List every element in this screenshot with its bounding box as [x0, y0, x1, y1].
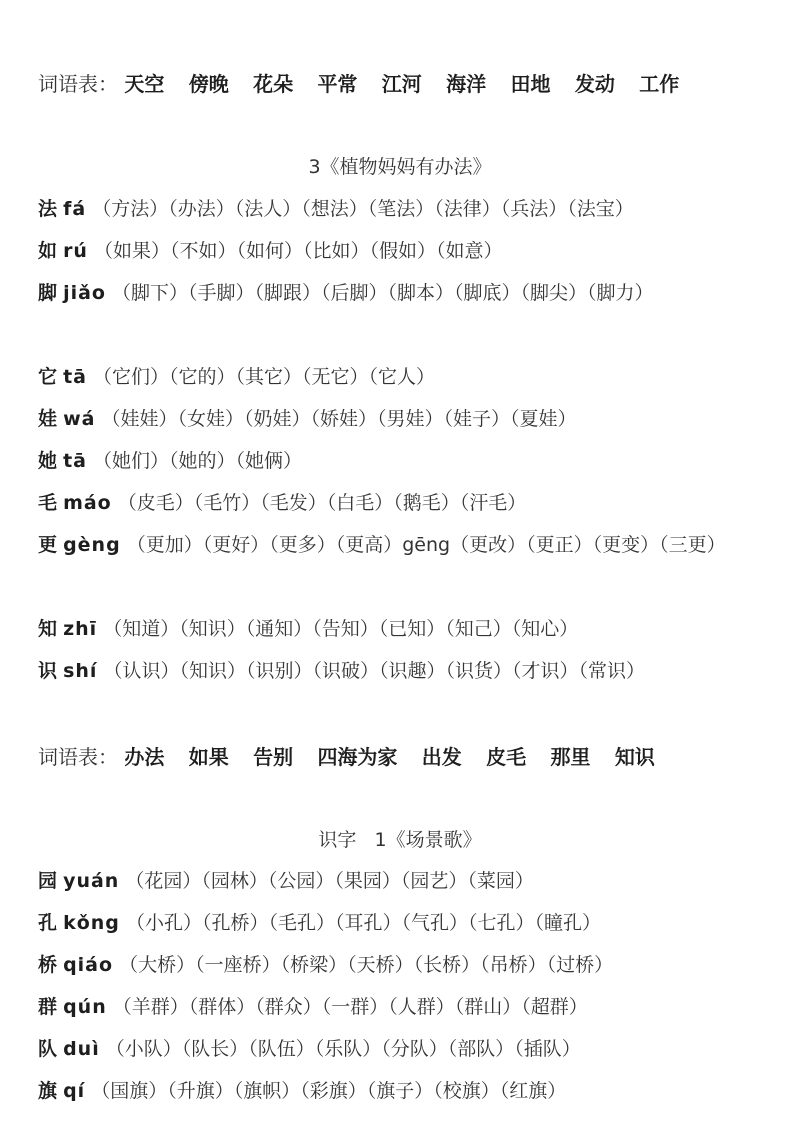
char-entry: [38, 944, 790, 986]
lesson-name: 《植物妈妈有办法》: [320, 156, 492, 178]
entry-pinyin: fá: [63, 198, 87, 220]
entry-pinyin: jiǎo: [63, 282, 106, 304]
vocab-word: 出发: [421, 745, 462, 769]
entry-char: 毛: [38, 492, 58, 514]
vocab-word: 傍晚: [188, 72, 229, 96]
char-entry: [38, 524, 790, 566]
entry-words: （它们）（它的）（其它）（无它）（它人）: [93, 366, 436, 388]
entry-pinyin: kǒng: [63, 912, 120, 934]
entry-pinyin: yuán: [63, 870, 120, 892]
entry-char: 知: [38, 618, 58, 640]
lesson-name: 《场景歌》: [386, 829, 482, 851]
entry-pinyin: gèng: [63, 534, 121, 556]
entry-pinyin: shí: [63, 660, 98, 682]
entry-char: 更: [38, 534, 58, 556]
entry-char: 旗: [38, 1080, 58, 1102]
lesson-number: 1: [374, 829, 387, 851]
entry-pinyin: wá: [63, 408, 96, 430]
char-entry: [38, 1028, 790, 1070]
char-entry: [38, 860, 790, 902]
vocab-word: 告别: [253, 745, 294, 769]
char-entry: [38, 650, 790, 692]
lesson-number: 3: [308, 156, 321, 178]
char-entry: [38, 356, 790, 398]
entry-words: （小孔）（孔桥）（毛孔）（耳孔）（气孔）（七孔）（瞳孔）: [125, 912, 601, 934]
vocab-word: 江河: [381, 72, 422, 96]
vocab-word: 田地: [510, 72, 551, 96]
vocab-word: 那里: [550, 745, 591, 769]
vocab-word: 工作: [639, 72, 680, 96]
char-entry: [38, 608, 790, 650]
entry-words: （皮毛）（毛竹）（毛发）（白毛）（鹅毛）（汗毛）: [117, 492, 527, 514]
entry-pinyin: duì: [63, 1038, 100, 1060]
vocab-list-2: [38, 741, 673, 770]
vocab-word: 发动: [574, 72, 615, 96]
entry-words: （方法）（办法）（法人）（想法）（笔法）（法律）（兵法）（法宝）: [92, 198, 634, 220]
vocab-word: 皮毛: [486, 745, 527, 769]
vocab-word: 四海为家: [317, 745, 398, 769]
vocab-word: 知识: [614, 745, 655, 769]
char-entry: [38, 482, 790, 524]
vocab-word: 办法: [124, 745, 165, 769]
char-entry: [38, 902, 790, 944]
entry-char: 如: [38, 240, 58, 262]
entry-words: （如果）（不如）（如何）（比如）（假如）（如意）: [94, 240, 503, 262]
entry-pinyin: rú: [63, 240, 88, 262]
entry-pinyin: tā: [63, 450, 87, 472]
char-entry: [38, 230, 790, 272]
char-entry: [38, 986, 790, 1028]
entry-words: （国旗）（升旗）（旗帜）（彩旗）（旗子）（校旗）（红旗）: [91, 1080, 567, 1102]
entry-char: 园: [38, 870, 58, 892]
vocab-list-1: [38, 68, 697, 97]
lesson-title-2: [0, 825, 800, 852]
entry-pinyin: tā: [63, 366, 87, 388]
vocab-word: 花朵: [253, 72, 294, 96]
entry-pinyin: máo: [63, 492, 112, 514]
entry-char: 群: [38, 996, 58, 1018]
entry-char: 脚: [38, 282, 58, 304]
entry-char: 孔: [38, 912, 58, 934]
entry-pinyin: qún: [63, 996, 107, 1018]
vocab-label: 词语表：: [38, 745, 118, 769]
entry-char: 法: [38, 198, 58, 220]
entry-char: 桥: [38, 954, 58, 976]
entry-words: （小队）（队长）（队伍）（乐队）（分队）（部队）（插队）: [105, 1038, 581, 1060]
entry-char: 它: [38, 366, 58, 388]
entry-char: 娃: [38, 408, 58, 430]
entry-words: （花园）（园林）（公园）（果园）（园艺）（菜园）: [125, 870, 534, 892]
vocab-word: 如果: [188, 745, 229, 769]
vocab-label: 词语表：: [38, 72, 118, 96]
entry-words: （大桥）（一座桥）（桥梁）（天桥）（长桥）（吊桥）（过桥）: [119, 954, 614, 976]
entry-char: 队: [38, 1038, 58, 1060]
entry-words: （她们）（她的）（她俩）: [93, 450, 303, 472]
entry-words: （认识）（知识）（识别）（识破）（识趣）（识货）（才识）（常识）: [103, 660, 645, 682]
lesson-prefix: 识字: [318, 829, 357, 851]
entry-words: （娃娃）（女娃）（奶娃）（娇娃）（男娃）（娃子）（夏娃）: [101, 408, 577, 430]
vocab-word: 海洋: [446, 72, 487, 96]
entry-char: 识: [38, 660, 58, 682]
entry-pinyin: qí: [63, 1080, 86, 1102]
char-entry: [38, 398, 790, 440]
vocab-word: 天空: [124, 72, 165, 96]
char-entry: [38, 188, 790, 230]
entry-words: （知道）（知识）（通知）（告知）（已知）（知己）（知心）: [103, 618, 579, 640]
char-entry: [38, 440, 790, 482]
entry-words: （更加）（更好）（更多）（更高）gēng（更改）（更正）（更变）（三更）: [126, 534, 726, 556]
entry-words: （羊群）（群体）（群众）（一群）（人群）（群山）（超群）: [112, 996, 588, 1018]
entry-char: 她: [38, 450, 58, 472]
entry-pinyin: zhī: [63, 618, 98, 640]
vocab-word: 平常: [317, 72, 358, 96]
char-entry: [38, 272, 790, 314]
char-entry: [38, 1070, 790, 1112]
entry-pinyin: qiáo: [63, 954, 114, 976]
entry-words: （脚下）（手脚）（脚跟）（后脚）（脚本）（脚底）（脚尖）（脚力）: [112, 282, 654, 304]
lesson-title-1: [0, 152, 800, 179]
